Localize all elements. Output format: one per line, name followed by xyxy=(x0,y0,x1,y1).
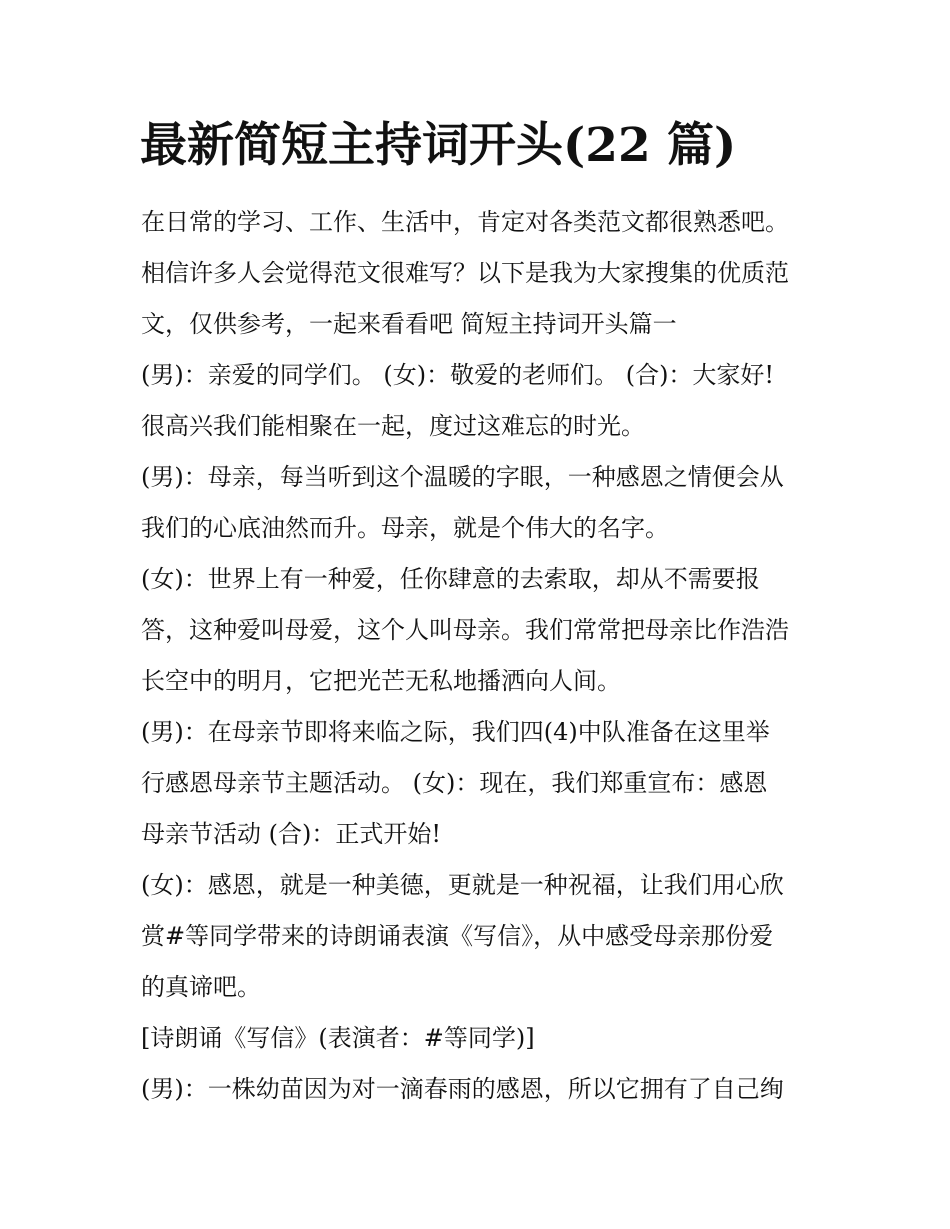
body-line: 相信许多人会觉得范文很难写？以下是我为大家搜集的优质范 xyxy=(141,259,789,287)
body-line: (男)：亲爱的同学们。 (女)：敬爱的老师们。 (合)：大家好! xyxy=(141,361,775,389)
body-line: (女)：感恩，就是一种美德，更就是一种祝福，让我们用心欣 xyxy=(141,871,784,899)
body-line: 的真谛吧。 xyxy=(141,973,261,1001)
body-line: 长空中的明月，它把光芒无私地播洒向人间。 xyxy=(141,667,621,695)
body-line: 在日常的学习、工作、生活中，肯定对各类范文都很熟悉吧。 xyxy=(141,208,789,236)
body-line: (男)：在母亲节即将来临之际，我们四(4)中队准备在这里举 xyxy=(141,718,770,746)
body-line: [诗朗诵《写信》(表演者：#等同学)] xyxy=(141,1024,535,1052)
body-line: 行感恩母亲节主题活动。 (女)：现在，我们郑重宣布：感恩 xyxy=(141,769,768,797)
body-line: 母亲节活动 (合)：正式开始! xyxy=(141,820,441,848)
body-line: (女)：世界上有一种爱，任你肆意的去索取，却从不需要报 xyxy=(141,565,760,593)
body-line: 我们的心底油然而升。母亲，就是个伟大的名字。 xyxy=(141,514,669,542)
body-line: 很高兴我们能相聚在一起，度过这难忘的时光。 xyxy=(141,412,645,440)
body-line: (男)：母亲，每当听到这个温暖的字眼，一种感恩之情便会从 xyxy=(141,463,784,491)
document-title: 最新简短主持词开头(22 篇) xyxy=(140,118,737,173)
document-body xyxy=(141,197,821,1115)
body-line: 答，这种爱叫母爱，这个人叫母亲。我们常常把母亲比作浩浩 xyxy=(141,616,789,644)
body-line: 赏#等同学带来的诗朗诵表演《写信》，从中感受母亲那份爱 xyxy=(141,922,774,950)
body-line: 文，仅供参考，一起来看看吧 简短主持词开头篇一 xyxy=(141,310,677,338)
body-line: (男)：一株幼苗因为对一滴春雨的感恩，所以它拥有了自己绚 xyxy=(141,1075,784,1103)
